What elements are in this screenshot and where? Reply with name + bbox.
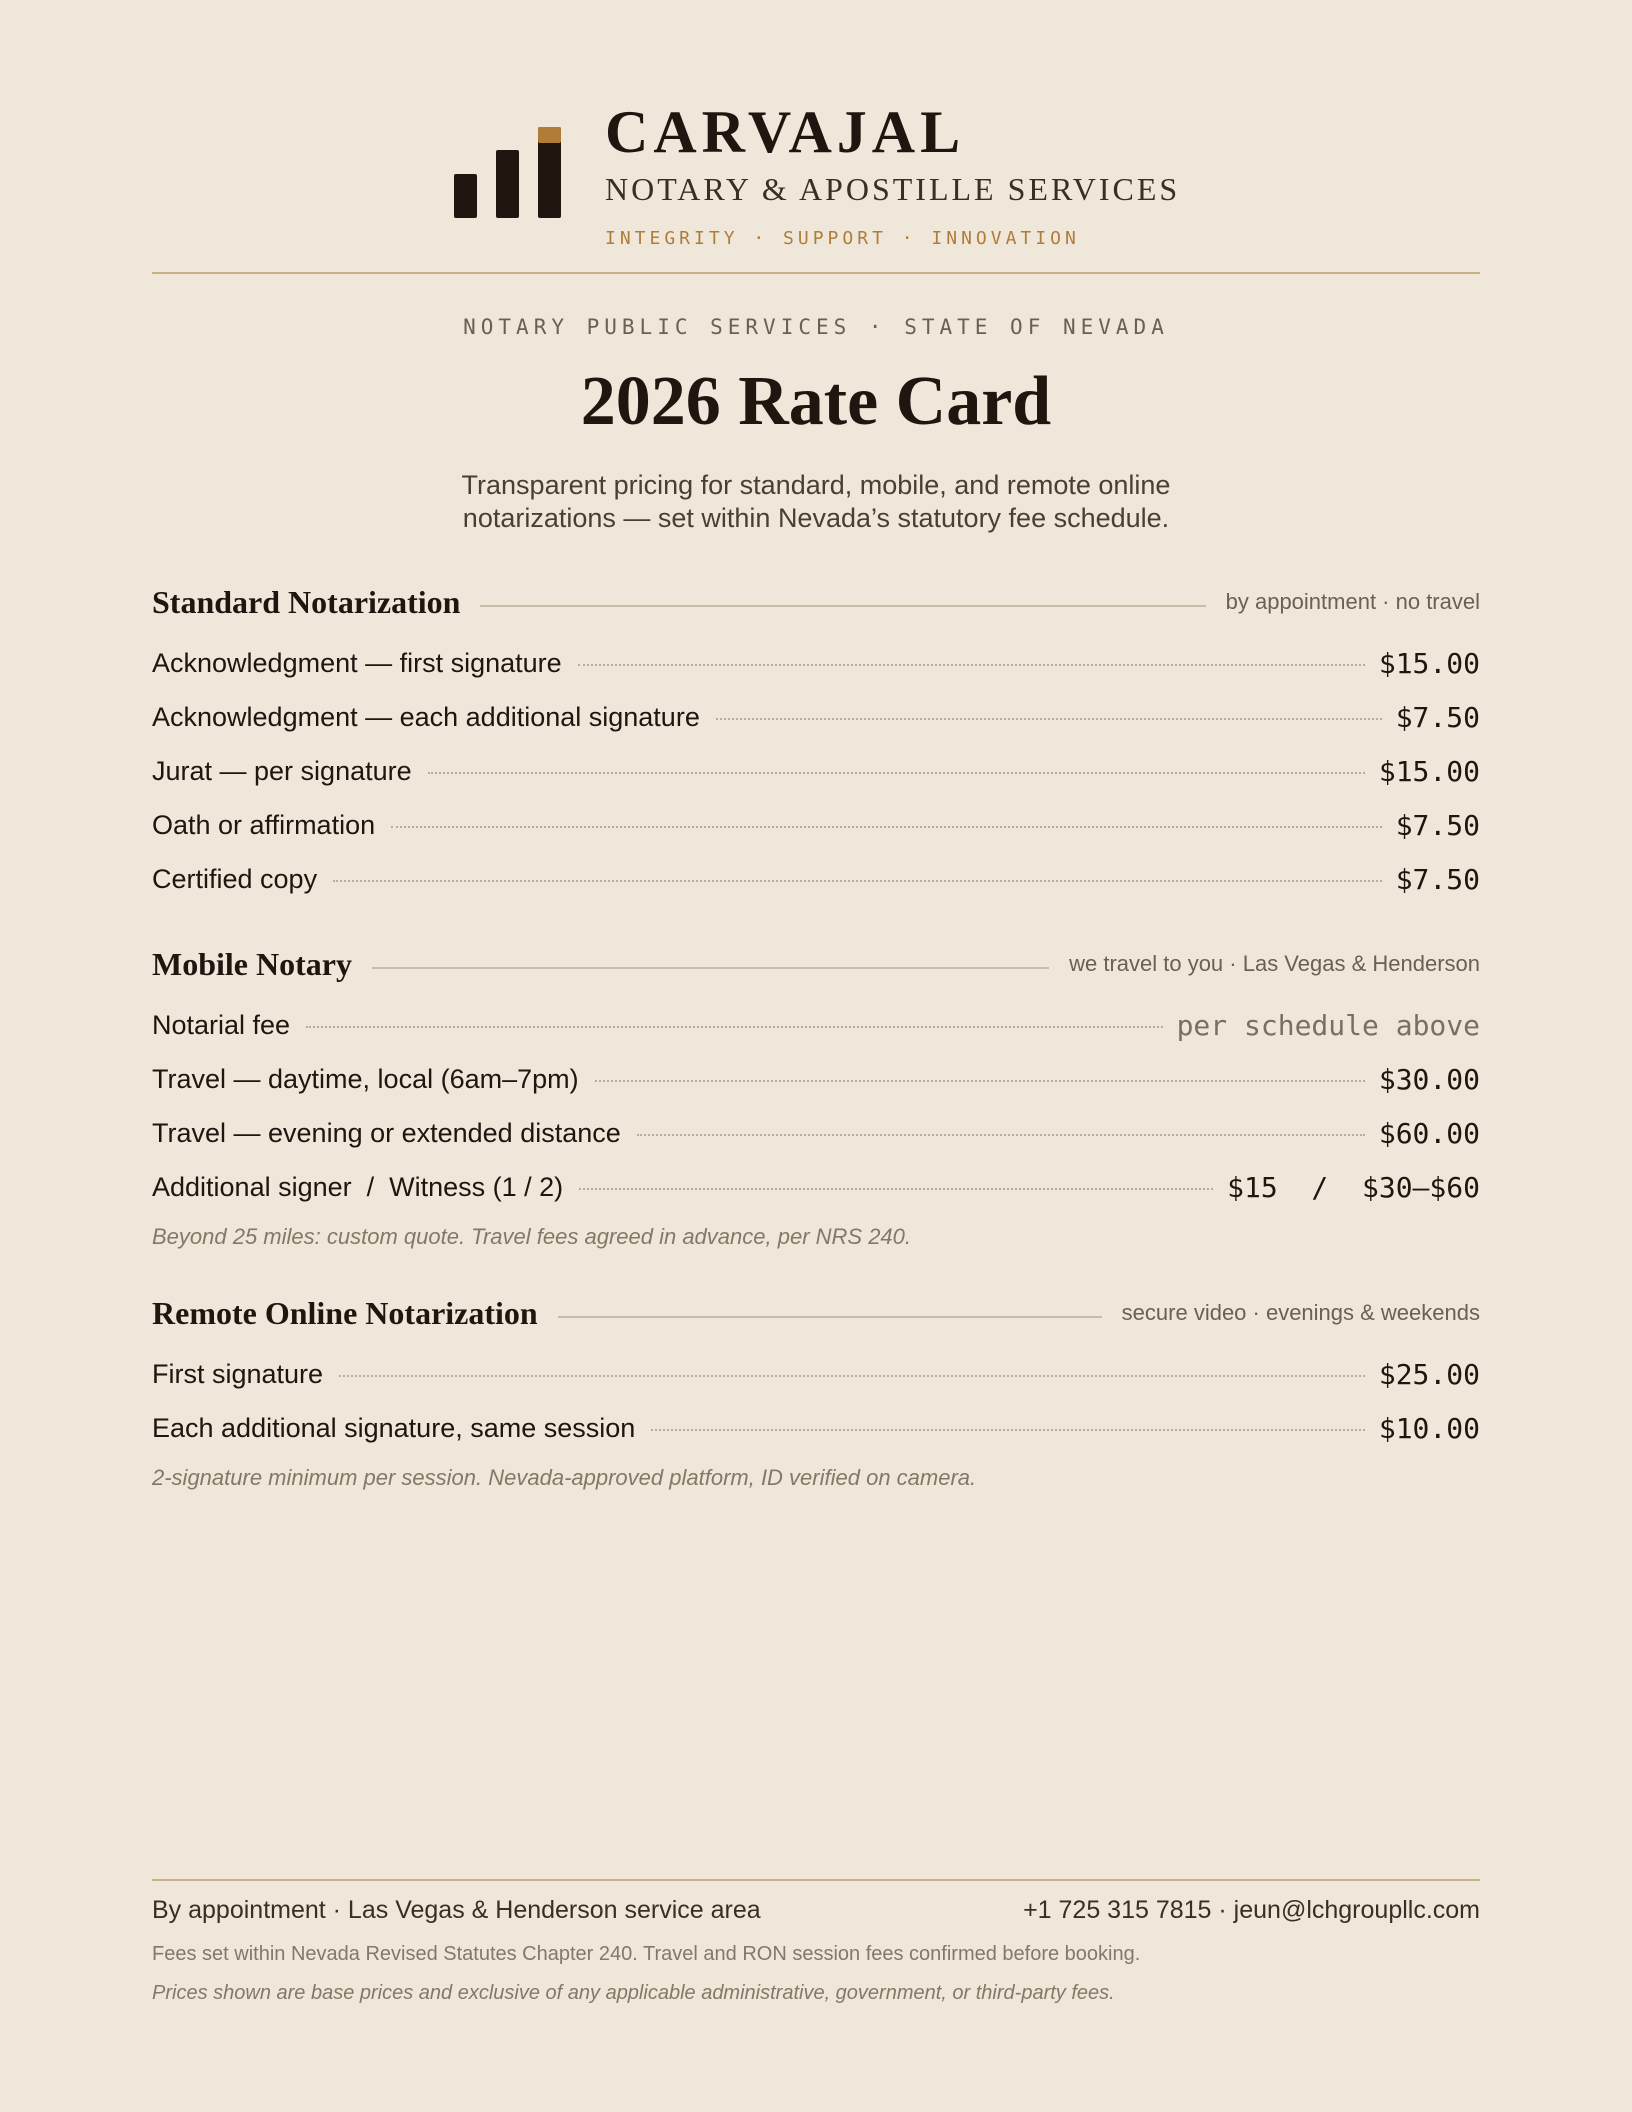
rate-price: per schedule above [1176,1008,1480,1042]
dot-leader [716,718,1382,720]
rate-price: $7.50 [1395,700,1480,734]
rate-price: $15 / $30–$60 [1227,1170,1480,1204]
section-title: Mobile Notary [152,945,352,982]
rate-label: Jurat — per signature [152,755,412,786]
rate-row [152,1401,1480,1455]
rate-row [152,798,1480,852]
intro-line-2: notarizations — set within Nevada’s statutory fee schedule. [462,503,1170,533]
section-standard-notarization [152,580,1480,906]
footer-disclaimer: Prices shown are base prices and exclusive of any applicable administrative, government, or third-party fees. [152,1982,1115,2004]
footer-divider [152,1879,1480,1881]
brand-name: CARVAJAL [605,99,966,165]
rate-price: $60.00 [1378,1116,1480,1150]
section-header [152,1291,1480,1335]
rate-price: $10.00 [1378,1411,1480,1445]
dot-leader [637,1134,1365,1136]
dot-leader [306,1026,1162,1028]
section-footnote: 2-signature minimum per session. Nevada-approved platform, ID verified on camera. [152,1465,977,1490]
rate-label: Acknowledgment — each additional signature [152,701,700,732]
section-title: Remote Online Notarization [152,1294,538,1331]
rate-row [152,1160,1480,1214]
rate-row [152,998,1480,1052]
dot-leader [339,1375,1365,1377]
footer-service-area: By appointment · Las Vegas & Henderson service area [152,1896,761,1924]
rate-label: Acknowledgment — first signature [152,647,562,678]
rate-price: $7.50 [1395,862,1480,896]
rate-price: $7.50 [1395,808,1480,842]
dot-leader [578,664,1365,666]
dot-leader [391,826,1382,828]
rate-label: Notarial fee [152,1009,291,1040]
section-rule [558,1316,1102,1318]
section-mobile-notary [152,942,1480,1250]
rate-row [152,1052,1480,1106]
brand-header [453,100,1193,250]
rate-price: $15.00 [1378,646,1480,680]
section-rule [480,605,1205,607]
rate-price: $15.00 [1378,754,1480,788]
rate-row [152,1347,1480,1401]
section-note: secure video · evenings & weekends [1121,1300,1480,1325]
footer-contact [152,1896,1480,1925]
brand-subtitle: NOTARY & APOSTILLE SERVICES [605,171,1181,207]
page-title: 2026 Rate Card [580,363,1052,440]
page-intro [400,469,1232,535]
section-rule [372,967,1049,969]
rate-row [152,744,1480,798]
rate-label: Each additional signature, same session [152,1412,636,1443]
rate-price: $30.00 [1378,1062,1480,1096]
section-header [152,942,1480,986]
bar-chart-logo-icon [453,127,563,219]
rate-label: Additional signer / Witness (1 / 2) [152,1171,564,1202]
rate-row [152,636,1480,690]
dot-leader [595,1080,1365,1082]
intro-line-1: Transparent pricing for standard, mobile, and remote online [461,470,1171,500]
page-eyebrow: NOTARY PUBLIC SERVICES · STATE OF NEVADA [463,315,1169,339]
section-remote-online-notarization [152,1291,1480,1491]
rate-row [152,1106,1480,1160]
section-footnote: Beyond 25 miles: custom quote. Travel fees agreed in advance, per NRS 240. [152,1224,912,1249]
section-title: Standard Notarization [152,583,461,620]
dot-leader [579,1188,1213,1190]
section-note: we travel to you · Las Vegas & Henderson [1069,951,1480,976]
rate-label: Travel — evening or extended distance [152,1117,621,1148]
rate-row [152,852,1480,906]
brand-tagline: INTEGRITY · SUPPORT · INNOVATION [605,228,1080,249]
dot-leader [333,880,1382,882]
rate-label: Travel — daytime, local (6am–7pm) [152,1063,579,1094]
rate-label: First signature [152,1358,324,1389]
footer-statute-note: Fees set within Nevada Revised Statutes Chapter 240. Travel and RON session fees confirmed before booking. [152,1943,1141,1965]
rate-label: Certified copy [152,863,318,894]
rate-price: $25.00 [1378,1357,1480,1391]
header-divider [152,272,1480,274]
rate-label: Oath or affirmation [152,809,376,840]
footer-phone-email[interactable]: +1 725 315 7815 · jeun@lchgroupllc.com [1023,1896,1480,1924]
dot-leader [428,772,1365,774]
section-header [152,580,1480,624]
rate-row [152,690,1480,744]
dot-leader [651,1429,1365,1431]
section-note: by appointment · no travel [1225,589,1480,614]
